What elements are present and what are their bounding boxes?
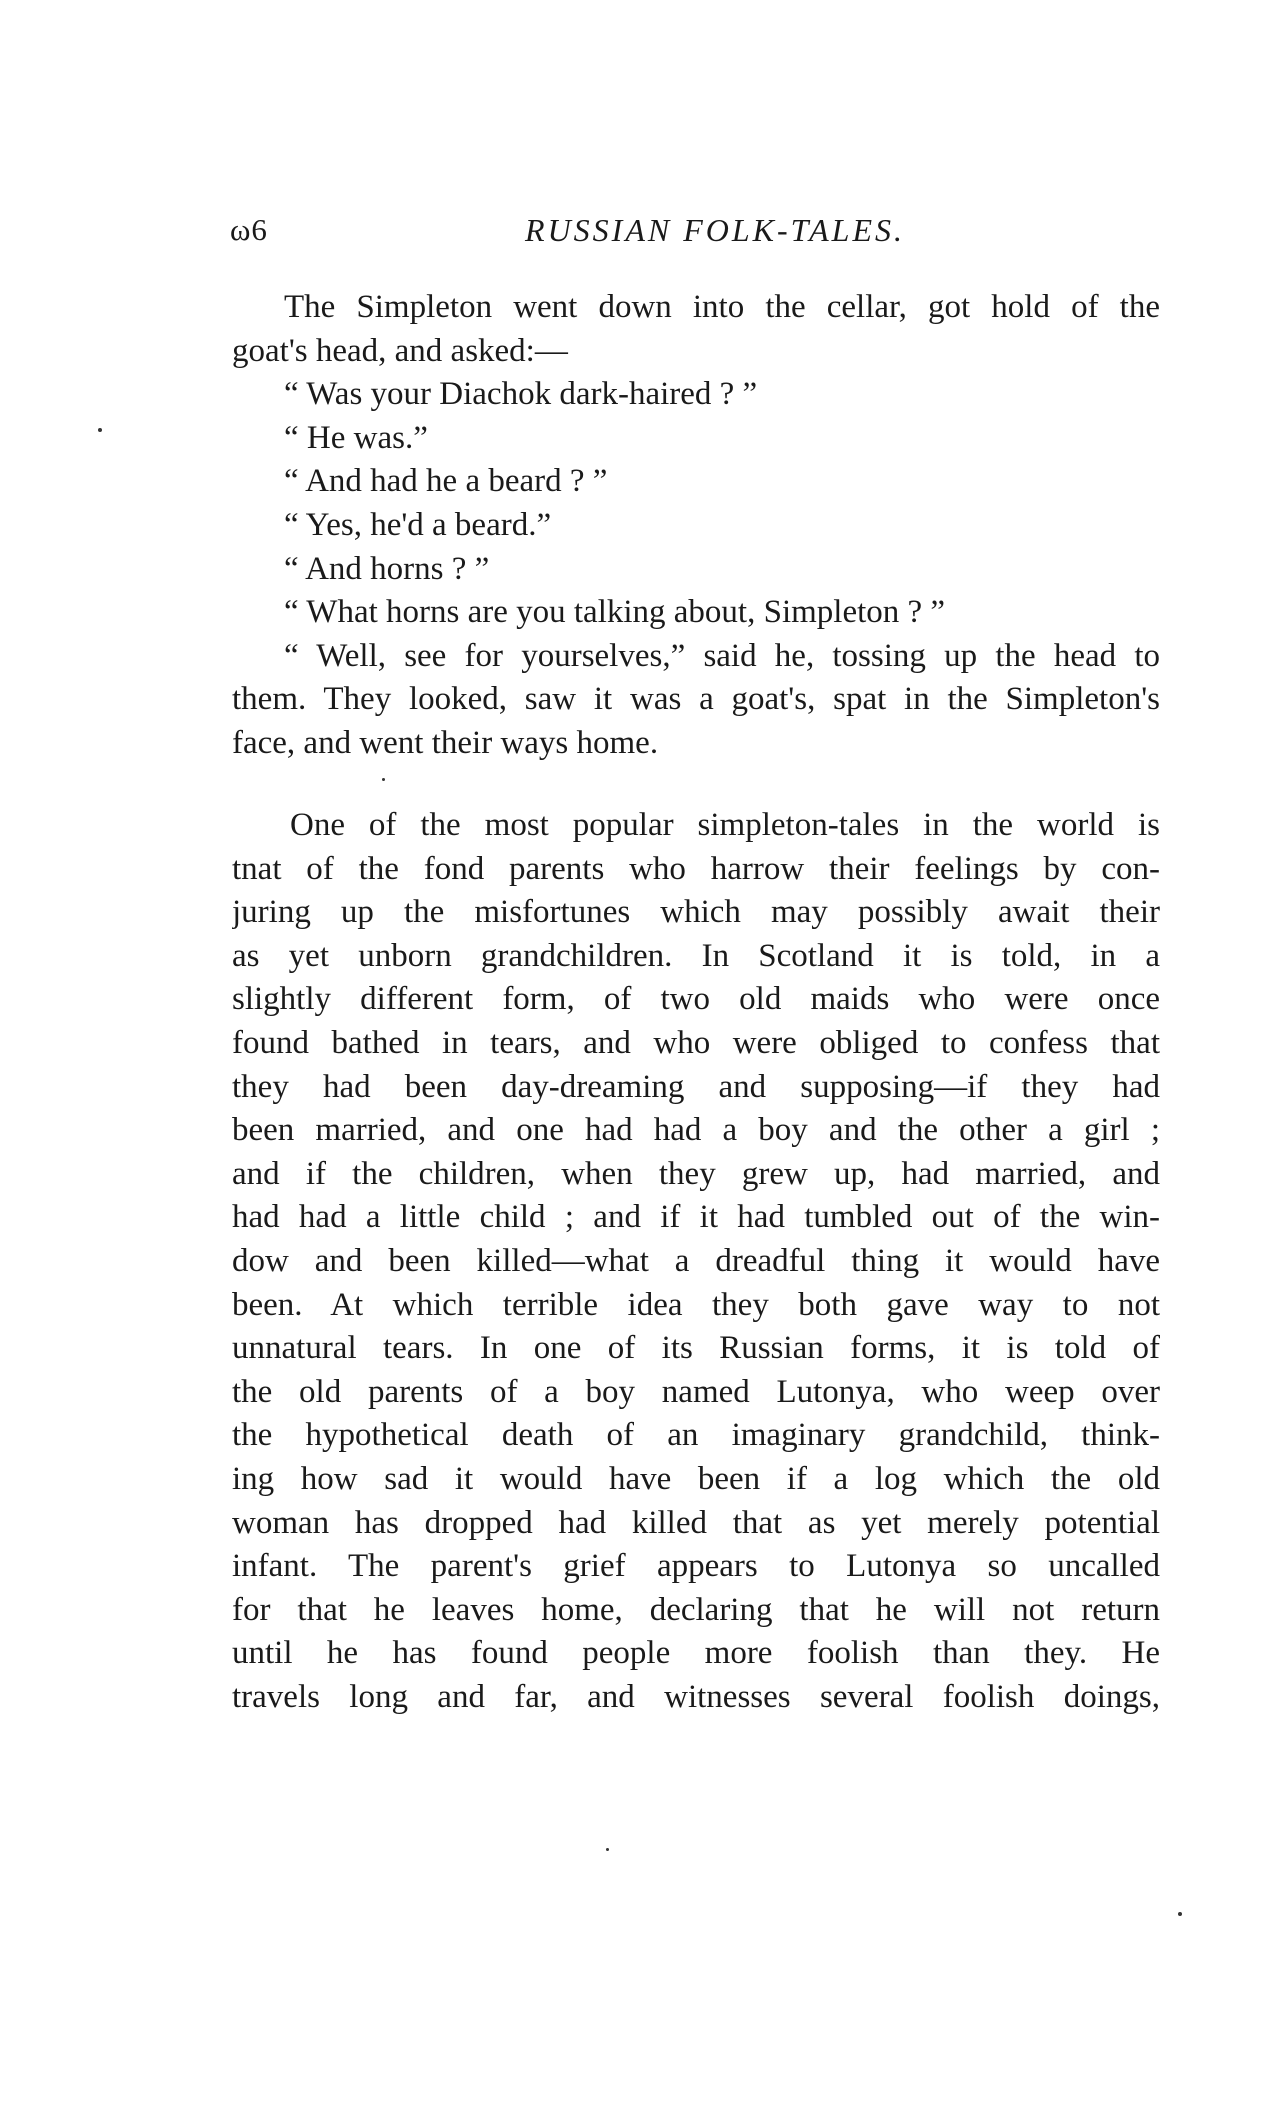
text-line: tnat of the fond parents who harrow their feelings by con- (232, 850, 1160, 887)
text-line: “ He was.” (284, 419, 428, 456)
text-line: “ What horns are you talking about, Simpleton ? ” (284, 594, 946, 631)
page-header (230, 212, 1160, 256)
text-line: ing how sad it would have been if a log which the old (232, 1460, 1160, 1497)
text-line: had had a little child ; and if it had tumbled out of the win- (232, 1199, 1160, 1236)
text-line: found bathed in tears, and who were obliged to confess that (232, 1024, 1160, 1061)
text-line: them. They looked, saw it was a goat's, spat in the Simpleton's (232, 681, 1160, 718)
page-number: ω6 (230, 212, 268, 247)
text-line: “ And had he a beard ? ” (284, 463, 608, 500)
text-line: “ And horns ? ” (284, 550, 490, 587)
dialogue-passage (232, 286, 1160, 766)
text-line: been. At which terrible idea they both gave way to not (232, 1286, 1160, 1323)
text-line: face, and went their ways home. (232, 724, 659, 761)
text-line: dow and been killed—what a dreadful thing it would have (232, 1242, 1160, 1279)
text-line: slightly different form, of two old maids who were once (232, 981, 1160, 1018)
ink-speck (98, 428, 102, 432)
text-line: “ Yes, he'd a beard.” (284, 506, 552, 543)
text-line: and if the children, when they grew up, had married, and (232, 1155, 1160, 1192)
commentary-paragraph (232, 804, 1160, 1719)
text-line: for that he leaves home, declaring that he will not return (232, 1591, 1160, 1628)
text-line: “ Was your Diachok dark-haired ? ” (284, 376, 758, 413)
text-line: “ Well, see for yourselves,” said he, tossing up the head to (284, 637, 1160, 674)
running-title: RUSSIAN FOLK-TALES. (525, 212, 905, 248)
text-line: the old parents of a boy named Lutonya, who weep over (232, 1373, 1160, 1410)
text-line: travels long and far, and witnesses several foolish doings, (232, 1678, 1160, 1715)
text-line: until he has found people more foolish than they. He (232, 1635, 1160, 1672)
text-line: The Simpleton went down into the cellar, got hold of the (284, 289, 1160, 325)
text-line: as yet unborn grandchildren. In Scotland it is told, in a (232, 937, 1160, 974)
text-line: the hypothetical death of an imaginary grandchild, think- (232, 1417, 1160, 1454)
text-line: juring up the misfortunes which may possibly await their (232, 894, 1160, 931)
text-line: been married, and one had had a boy and the other a girl ; (232, 1112, 1160, 1149)
text-line: One of the most popular simpleton-tales in the world is (290, 807, 1160, 843)
ink-speck (1178, 1912, 1182, 1916)
text-line: unnatural tears. In one of its Russian forms, it is told of (232, 1330, 1160, 1367)
text-line: infant. The parent's grief appears to Lutonya so uncalled (232, 1548, 1160, 1585)
ink-speck (606, 1848, 609, 1851)
text-line: they had been day-dreaming and supposing—if they had (232, 1068, 1160, 1105)
ink-speck (382, 778, 385, 781)
text-line: woman has dropped had killed that as yet merely potential (232, 1504, 1160, 1541)
text-line: goat's head, and asked:— (232, 332, 568, 369)
